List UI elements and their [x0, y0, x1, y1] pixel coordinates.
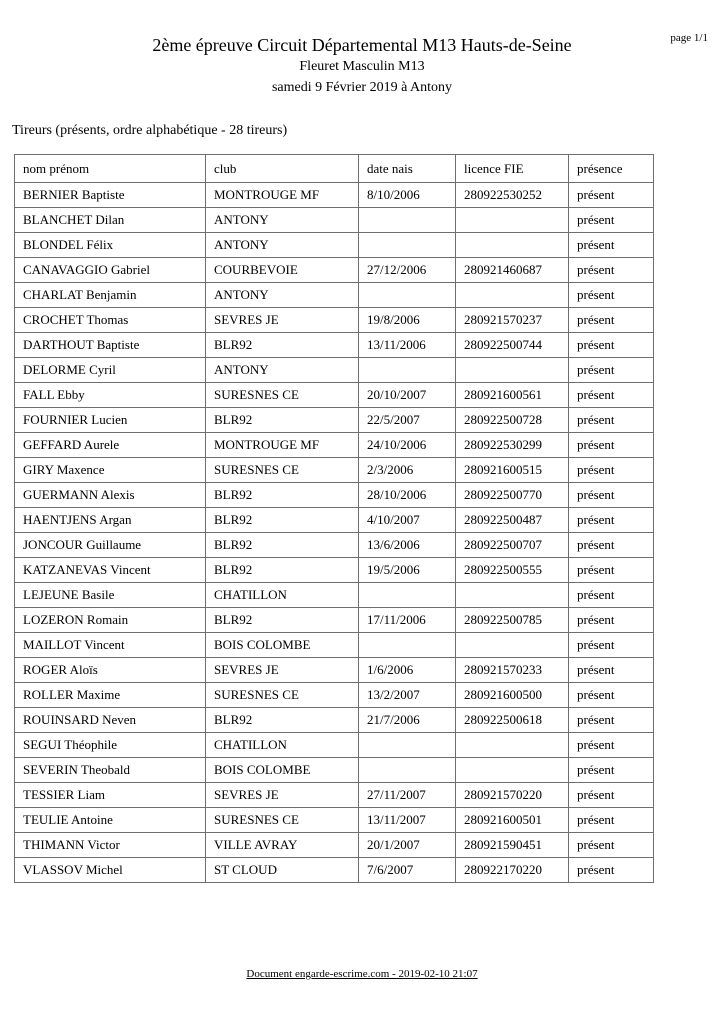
cell-name: MAILLOT Vincent	[15, 633, 206, 658]
cell-presence: présent	[569, 708, 654, 733]
cell-birth-date: 1/6/2006	[359, 658, 456, 683]
cell-name: JONCOUR Guillaume	[15, 533, 206, 558]
cell-birth-date: 17/11/2006	[359, 608, 456, 633]
cell-licence: 280921460687	[456, 258, 569, 283]
cell-birth-date: 13/11/2007	[359, 808, 456, 833]
cell-birth-date	[359, 233, 456, 258]
cell-club: VILLE AVRAY	[206, 833, 359, 858]
cell-club: BLR92	[206, 483, 359, 508]
cell-licence	[456, 358, 569, 383]
table-row	[15, 308, 654, 333]
cell-licence: 280922530299	[456, 433, 569, 458]
cell-presence: présent	[569, 408, 654, 433]
table-row	[15, 533, 654, 558]
cell-name: ROUINSARD Neven	[15, 708, 206, 733]
table-row	[15, 608, 654, 633]
cell-club: MONTROUGE MF	[206, 183, 359, 208]
cell-club: BOIS COLOMBE	[206, 633, 359, 658]
cell-presence: présent	[569, 858, 654, 883]
cell-birth-date	[359, 358, 456, 383]
cell-presence: présent	[569, 808, 654, 833]
cell-birth-date	[359, 758, 456, 783]
cell-name: THIMANN Victor	[15, 833, 206, 858]
cell-licence	[456, 283, 569, 308]
table-header	[15, 155, 654, 183]
cell-licence: 280921600500	[456, 683, 569, 708]
table-row	[15, 683, 654, 708]
column-header-birth-date: date nais	[359, 155, 456, 183]
table-row	[15, 733, 654, 758]
table-row	[15, 658, 654, 683]
cell-birth-date: 8/10/2006	[359, 183, 456, 208]
cell-birth-date: 24/10/2006	[359, 433, 456, 458]
cell-club: MONTROUGE MF	[206, 433, 359, 458]
table-row	[15, 383, 654, 408]
cell-club: BLR92	[206, 508, 359, 533]
cell-presence: présent	[569, 608, 654, 633]
cell-club: SURESNES CE	[206, 383, 359, 408]
cell-name: KATZANEVAS Vincent	[15, 558, 206, 583]
cell-birth-date: 27/11/2007	[359, 783, 456, 808]
column-header-name: nom prénom	[15, 155, 206, 183]
cell-name: HAENTJENS Argan	[15, 508, 206, 533]
table-row	[15, 283, 654, 308]
table-row	[15, 183, 654, 208]
cell-club: COURBEVOIE	[206, 258, 359, 283]
cell-name: SEGUI Théophile	[15, 733, 206, 758]
cell-club: BLR92	[206, 608, 359, 633]
cell-licence: 280922170220	[456, 858, 569, 883]
section-label-tireurs: Tireurs (présents, ordre alphabétique - 28 tireurs)	[12, 123, 288, 138]
cell-birth-date: 20/1/2007	[359, 833, 456, 858]
document-footer: Document engarde-escrime.com - 2019-02-10 21:07	[246, 968, 478, 980]
cell-presence: présent	[569, 333, 654, 358]
cell-name: TEULIE Antoine	[15, 808, 206, 833]
column-header-licence: licence FIE	[456, 155, 569, 183]
cell-name: GIRY Maxence	[15, 458, 206, 483]
cell-club: BLR92	[206, 558, 359, 583]
table-row	[15, 833, 654, 858]
cell-birth-date: 13/11/2006	[359, 333, 456, 358]
cell-birth-date	[359, 283, 456, 308]
table-row	[15, 408, 654, 433]
cell-birth-date: 21/7/2006	[359, 708, 456, 733]
cell-birth-date	[359, 733, 456, 758]
cell-licence: 280921590451	[456, 833, 569, 858]
cell-name: CROCHET Thomas	[15, 308, 206, 333]
cell-name: DARTHOUT Baptiste	[15, 333, 206, 358]
cell-presence: présent	[569, 183, 654, 208]
table-row	[15, 758, 654, 783]
column-header-presence: présence	[569, 155, 654, 183]
cell-name: ROLLER Maxime	[15, 683, 206, 708]
cell-presence: présent	[569, 383, 654, 408]
cell-club: ANTONY	[206, 208, 359, 233]
table-row	[15, 808, 654, 833]
cell-licence	[456, 583, 569, 608]
cell-licence: 280922500555	[456, 558, 569, 583]
cell-licence: 280922500487	[456, 508, 569, 533]
cell-name: DELORME Cyril	[15, 358, 206, 383]
cell-licence	[456, 233, 569, 258]
page-title: 2ème épreuve Circuit Départemental M13 Hauts-de-Seine	[152, 35, 572, 55]
cell-birth-date: 20/10/2007	[359, 383, 456, 408]
cell-club: CHATILLON	[206, 733, 359, 758]
cell-presence: présent	[569, 433, 654, 458]
cell-presence: présent	[569, 283, 654, 308]
cell-club: BLR92	[206, 708, 359, 733]
cell-birth-date: 19/8/2006	[359, 308, 456, 333]
cell-name: CHARLAT Benjamin	[15, 283, 206, 308]
cell-club: ANTONY	[206, 233, 359, 258]
cell-club: SURESNES CE	[206, 458, 359, 483]
cell-licence: 280922500618	[456, 708, 569, 733]
cell-birth-date: 27/12/2006	[359, 258, 456, 283]
cell-name: VLASSOV Michel	[15, 858, 206, 883]
page-number-indicator: page 1/1	[670, 32, 708, 44]
cell-birth-date: 13/2/2007	[359, 683, 456, 708]
cell-club: BLR92	[206, 333, 359, 358]
cell-name: CANAVAGGIO Gabriel	[15, 258, 206, 283]
cell-name: LEJEUNE Basile	[15, 583, 206, 608]
cell-presence: présent	[569, 458, 654, 483]
cell-licence: 280922500785	[456, 608, 569, 633]
cell-presence: présent	[569, 558, 654, 583]
table-row	[15, 433, 654, 458]
cell-presence: présent	[569, 658, 654, 683]
cell-presence: présent	[569, 733, 654, 758]
cell-presence: présent	[569, 208, 654, 233]
cell-presence: présent	[569, 258, 654, 283]
cell-name: BLANCHET Dilan	[15, 208, 206, 233]
cell-club: SEVRES JE	[206, 783, 359, 808]
table-row	[15, 633, 654, 658]
cell-name: GUERMANN Alexis	[15, 483, 206, 508]
cell-licence: 280921570233	[456, 658, 569, 683]
column-header-club: club	[206, 155, 359, 183]
event-date-location: samedi 9 Février 2019 à Antony	[271, 80, 453, 95]
cell-club: ANTONY	[206, 283, 359, 308]
table-row	[15, 708, 654, 733]
cell-licence	[456, 758, 569, 783]
cell-name: FOURNIER Lucien	[15, 408, 206, 433]
cell-presence: présent	[569, 308, 654, 333]
cell-presence: présent	[569, 358, 654, 383]
cell-licence: 280922500770	[456, 483, 569, 508]
cell-club: CHATILLON	[206, 583, 359, 608]
cell-birth-date: 13/6/2006	[359, 533, 456, 558]
cell-name: FALL Ebby	[15, 383, 206, 408]
cell-name: GEFFARD Aurele	[15, 433, 206, 458]
table-row	[15, 508, 654, 533]
cell-name: BLONDEL Félix	[15, 233, 206, 258]
cell-birth-date	[359, 208, 456, 233]
cell-licence: 280921600515	[456, 458, 569, 483]
table-row	[15, 258, 654, 283]
cell-club: BLR92	[206, 533, 359, 558]
cell-name: BERNIER Baptiste	[15, 183, 206, 208]
cell-licence: 280922530252	[456, 183, 569, 208]
cell-birth-date	[359, 633, 456, 658]
table-row	[15, 783, 654, 808]
cell-birth-date: 19/5/2006	[359, 558, 456, 583]
table-row	[15, 233, 654, 258]
cell-presence: présent	[569, 583, 654, 608]
cell-presence: présent	[569, 633, 654, 658]
cell-presence: présent	[569, 683, 654, 708]
cell-club: SURESNES CE	[206, 808, 359, 833]
cell-name: ROGER Aloïs	[15, 658, 206, 683]
cell-birth-date: 4/10/2007	[359, 508, 456, 533]
cell-club: ANTONY	[206, 358, 359, 383]
cell-licence	[456, 208, 569, 233]
table-row	[15, 483, 654, 508]
event-subtitle: Fleuret Masculin M13	[299, 59, 425, 74]
cell-presence: présent	[569, 758, 654, 783]
cell-presence: présent	[569, 483, 654, 508]
cell-club: BOIS COLOMBE	[206, 758, 359, 783]
cell-name: TESSIER Liam	[15, 783, 206, 808]
cell-licence	[456, 733, 569, 758]
cell-licence: 280921600501	[456, 808, 569, 833]
cell-birth-date: 28/10/2006	[359, 483, 456, 508]
fencers-table	[14, 154, 654, 883]
cell-presence: présent	[569, 233, 654, 258]
cell-licence: 280921600561	[456, 383, 569, 408]
document-header	[0, 0, 724, 98]
cell-name: SEVERIN Theobald	[15, 758, 206, 783]
table-row	[15, 333, 654, 358]
cell-club: BLR92	[206, 408, 359, 433]
table-row	[15, 558, 654, 583]
cell-birth-date	[359, 583, 456, 608]
table-header-row	[15, 155, 654, 183]
cell-club: SURESNES CE	[206, 683, 359, 708]
cell-name: LOZERON Romain	[15, 608, 206, 633]
cell-presence: présent	[569, 783, 654, 808]
cell-licence: 280921570237	[456, 308, 569, 333]
table-row	[15, 208, 654, 233]
cell-presence: présent	[569, 533, 654, 558]
cell-birth-date: 22/5/2007	[359, 408, 456, 433]
cell-licence: 280922500707	[456, 533, 569, 558]
table-row	[15, 458, 654, 483]
cell-presence: présent	[569, 508, 654, 533]
table-row	[15, 858, 654, 883]
cell-club: ST CLOUD	[206, 858, 359, 883]
cell-licence: 280922500728	[456, 408, 569, 433]
cell-licence	[456, 633, 569, 658]
table-body	[15, 183, 654, 883]
cell-licence: 280922500744	[456, 333, 569, 358]
cell-licence: 280921570220	[456, 783, 569, 808]
cell-birth-date: 7/6/2007	[359, 858, 456, 883]
cell-club: SEVRES JE	[206, 658, 359, 683]
cell-birth-date: 2/3/2006	[359, 458, 456, 483]
cell-club: SEVRES JE	[206, 308, 359, 333]
cell-presence: présent	[569, 833, 654, 858]
table-row	[15, 583, 654, 608]
table-row	[15, 358, 654, 383]
